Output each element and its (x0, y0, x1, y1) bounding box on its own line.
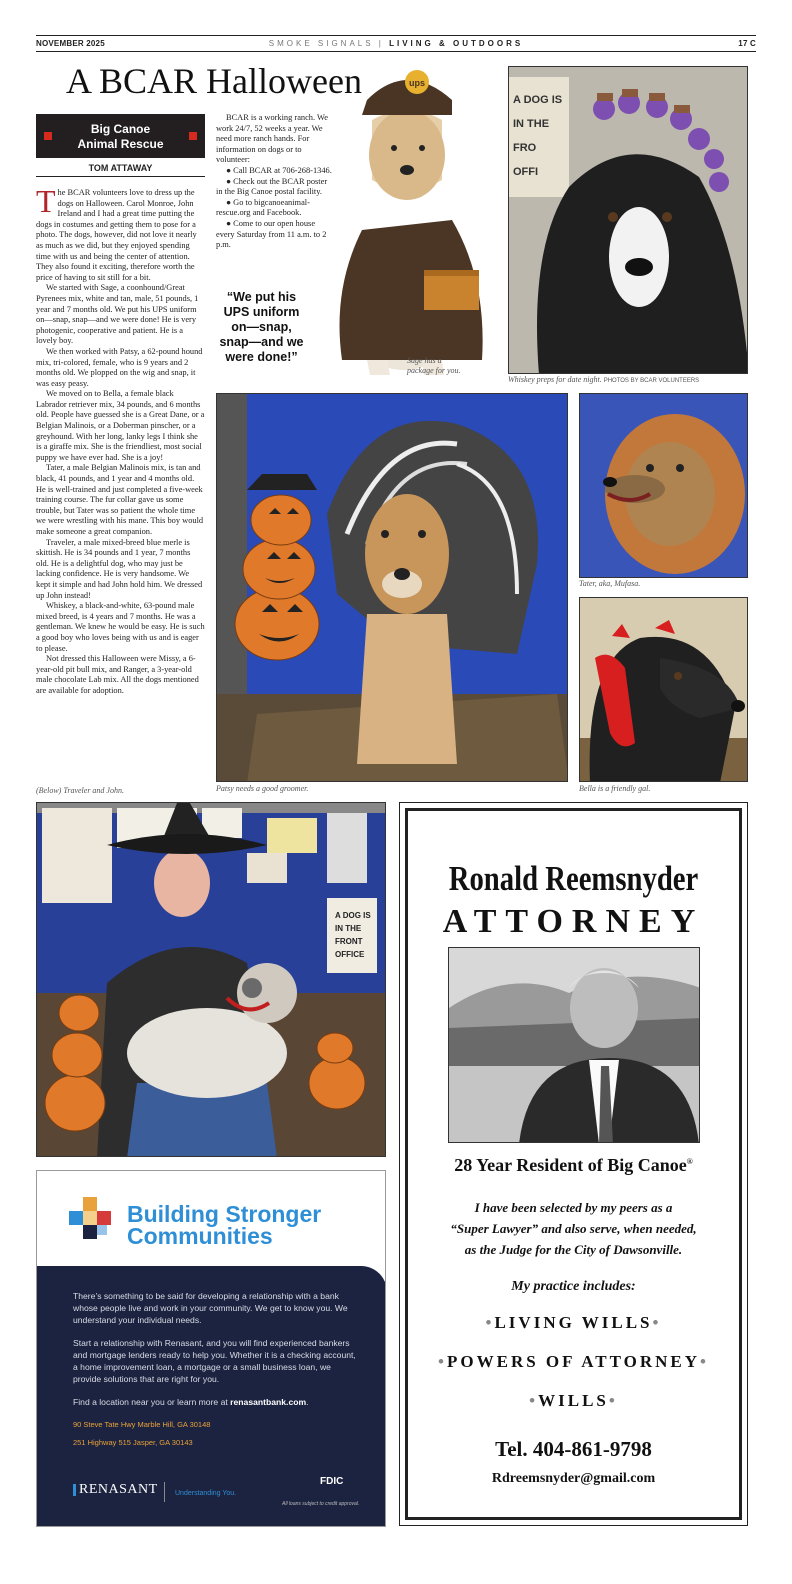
renasant-logo: RENASANT (73, 1484, 158, 1496)
paragraph-8: Not dressed this Halloween were Missy, a 6-year-old pit bull mix, and Ranger, a 3-year-old male chocolate Lab mix. All the dogs mentioned are available for adoption. (36, 654, 199, 695)
renasant-ad (36, 1170, 386, 1527)
byline: TOM ATTAWAY (36, 163, 205, 177)
renasant-logo-divider (164, 1482, 165, 1502)
renasant-para3 (73, 1396, 358, 1408)
svg-text:FRO: FRO (513, 142, 537, 154)
info-box: BCAR is a working ranch. We work 24/7, 52 weeks a year. We need more ranch hands. For information on dogs or to volunteer: ● Call BCAR at 706-268-1346. ● Check out the BCAR poster in the Big Canoe postal facility. ● Go to bigcanoeanimal-rescue.org and Facebook. ● Come to our open house every Saturday from 11 a.m. to 2 p.m. (216, 113, 334, 251)
bullet: • (608, 1391, 618, 1410)
svg-text:ups: ups (408, 78, 426, 88)
article-body (36, 183, 205, 697)
section-divider: | (378, 39, 384, 48)
bullet: • (529, 1391, 539, 1410)
renasant-body (37, 1266, 386, 1527)
attorney-statement (408, 1197, 739, 1260)
bullet: • (700, 1352, 709, 1371)
whiskey-caption-text: Whiskey preps for date night. (508, 375, 602, 384)
practice-item-2 (408, 1352, 739, 1372)
bella-caption: Bella is a friendly gal. (579, 784, 651, 793)
renasant-website-link[interactable]: renasantbank.com (230, 1397, 307, 1407)
whiskey-photo (508, 66, 748, 374)
practice-text-2: POWERS OF ATTORNEY (447, 1352, 700, 1371)
photo-credit: PHOTOS BY BCAR VOLUNTEERS (603, 378, 700, 384)
bullet: • (652, 1313, 662, 1332)
practice-text-1: LIVING WILLS (494, 1313, 653, 1332)
paragraph-1: he BCAR volunteers love to dress up the dogs on Halloween. Carol Monroe, John Ireland and I had a great time putting the dogs in costumes and getting them to pose for a photo. The dogs, however, did not love it nearly as much as we did, but they enjoyed spending time with us and being the center of attention. They also found it exciting, therefore worth the price of having to sit still for a bit. (36, 188, 197, 282)
traveler-john-photo (36, 802, 386, 1157)
svg-text:FRONT: FRONT (335, 937, 363, 946)
bella-photo (579, 597, 748, 782)
whiskey-caption (508, 375, 699, 384)
red-square-left (44, 132, 52, 140)
paragraph-6: Traveler, a male mixed-breed blue merle is skittish. He is 34 pounds and 1 year, 7 months old. He is a delightful dog, who may just be lacking confidence. He is very handsome. We kept it simple and had John hold him. We dressed up John instead! (36, 537, 203, 600)
renasant-headline-line2: Communities (127, 1223, 273, 1249)
attorney-title: ATTORNEY (442, 903, 705, 940)
renasant-address-2: 251 Highway 515 Jasper, GA 30143 (73, 1438, 193, 1447)
paragraph-7: Whiskey, a black-and-white, 63-pound male mixed breed, is 4 years and 7 months. He was a gentleman. We knew he would be easy. He is such a good boy who loves being with us and is eager to please. (36, 601, 205, 653)
renasant-para2: Start a relationship with Renasant, and you will find experienced bankers and mortgage lenders ready to help you. Whether it is a checking account, a home improvement loan, a mortgage or a small business loan, we provide solutions that are right for you. (73, 1338, 356, 1384)
attorney-photo (448, 947, 700, 1143)
svg-text:IN THE: IN THE (513, 118, 550, 130)
attorney-phone: Tel. 404-861-9798 (495, 1437, 652, 1461)
header-top-rule (36, 35, 756, 36)
paragraph-3: We then worked with Patsy, a 62-pound hound mix, tri-colored, female, who is 9 years and 2 months old. We plopped on the wig and snap, it was easy peasy. (36, 346, 203, 388)
renasant-header (37, 1171, 386, 1266)
practice-text-3: WILLS (538, 1391, 609, 1410)
sage-caption-line1: Sage has a (407, 356, 442, 365)
renasant-tagline: Understanding You. (175, 1490, 237, 1497)
paragraph-2: We started with Sage, a coonhound/Great Pyrenees mix, white and tan, male, 51 pounds, 1 year and 7 months old. We put his UPS uniform on—snap, snap—and we were done! He is very photogenic, cooperative and patient. He is a lovely boy. (36, 283, 199, 346)
sage-caption (407, 356, 461, 376)
section-name (36, 39, 756, 48)
page-number: 17 C (738, 39, 756, 48)
info-bullet-2: Check out the BCAR poster in the Big Canoe postal facility. (216, 176, 328, 197)
renasant-para3-suffix: . (306, 1397, 309, 1407)
sage-ups-photo (312, 60, 502, 380)
red-square-right (189, 132, 197, 140)
renasant-legal: All loans subject to credit approval. (282, 1501, 360, 1507)
svg-text:A DOG IS: A DOG IS (513, 94, 563, 106)
statement-line2: “Super Lawyer” and also serve, when needed, (450, 1221, 697, 1236)
section-publication: SMOKE SIGNALS (268, 39, 374, 48)
pull-quote: “We put his UPS uniform on—snap, snap—and we were done!” (219, 290, 304, 364)
paragraph-4: We moved on to Bella, a female black Labrador retriever mix, 34 pounds, and 6 months old. People have guessed she is a Great Dane, or a Belgian Malinois, or a Doberman pinscher, or a greyhound. With her long, lanky legs I think she is a giraffe mix. She is the friendliest, most social puppy we have ever had. She is a joy! (36, 389, 205, 462)
resident-text: 28 Year Resident of Big Canoe (454, 1155, 687, 1175)
attorney-ad (399, 802, 748, 1526)
drop-cap: T (36, 183, 56, 219)
tater-photo (579, 393, 748, 578)
column-name-line1: Big Canoe (90, 122, 151, 136)
attorney-email: Rdreemsnyder@gmail.com (491, 1471, 656, 1486)
bullet: • (485, 1313, 495, 1332)
paragraph-5: Tater, a male Belgian Malinois mix, is tan and black, 41 pounds, and 1 year and 4 months old. He is well-trained and just completed a five-week training course. The fur collar gave us some trouble, but Tater was so patient the whole time we were wrestling with his mane. This boy would make someone a great companion. (36, 463, 204, 536)
registered-mark: ® (686, 1157, 693, 1166)
svg-text:A DOG IS: A DOG IS (335, 911, 371, 920)
patsy-photo (216, 393, 568, 782)
svg-text:OFFI: OFFI (513, 166, 539, 178)
renasant-address-1: 90 Steve Tate Hwy Marble Hill, GA 30148 (73, 1420, 211, 1429)
bullet: • (438, 1352, 447, 1371)
svg-text:IN THE: IN THE (335, 924, 362, 933)
statement-line3: as the Judge for the City of Dawsonville. (464, 1242, 683, 1257)
column-name-line2: Animal Rescue (77, 137, 164, 151)
info-bullet-1: Call BCAR at 706-268-1346. (233, 165, 332, 175)
resident-line (408, 1155, 739, 1176)
column-logo-box (36, 114, 205, 158)
tater-caption: Tater, aka, Mufasa. (579, 579, 641, 588)
section-title: LIVING & OUTDOORS (389, 39, 524, 48)
header-bottom-rule (36, 51, 756, 52)
svg-text:OFFICE: OFFICE (335, 950, 365, 959)
attorney-ad-inner (405, 808, 742, 1520)
attorney-name: Ronald Reemsnyder (448, 859, 699, 898)
sage-caption-line2: package for you. (407, 366, 461, 375)
info-intro: BCAR is a working ranch. We work 24/7, 52 weeks a year. We need more ranch hands. For information on dogs or to volunteer: (216, 113, 328, 165)
renasant-para3-prefix: Find a location near you or learn more at (73, 1397, 231, 1407)
patsy-caption: Patsy needs a good groomer. (216, 784, 309, 793)
practice-item-3 (408, 1391, 739, 1411)
traveler-caption: (Below) Traveler and John. (36, 786, 124, 795)
info-bullet-3: Go to bigcanoeanimal-rescue.org and Facebook. (216, 197, 310, 218)
practice-heading: My practice includes: (511, 1279, 636, 1294)
renasant-para1: There’s something to be said for developing a relationship with a bank whose people live and work in your community. We get to know you. We understand your individual needs. (73, 1291, 348, 1325)
statement-line1: I have been selected by my peers as a (474, 1200, 673, 1215)
fdic-logo: FDIC (320, 1476, 344, 1487)
issue-date: NOVEMBER 2025 (36, 39, 105, 48)
article-title: A BCAR Halloween (66, 61, 362, 101)
renasant-blocks-icon (67, 1195, 119, 1247)
info-bullet-4: Come to our open house every Saturday from 11 a.m. to 2 p.m. (216, 218, 327, 250)
renasant-headline-line1: Building Stronger (127, 1201, 322, 1227)
renasant-headline (127, 1203, 321, 1247)
practice-item-1 (408, 1313, 739, 1333)
